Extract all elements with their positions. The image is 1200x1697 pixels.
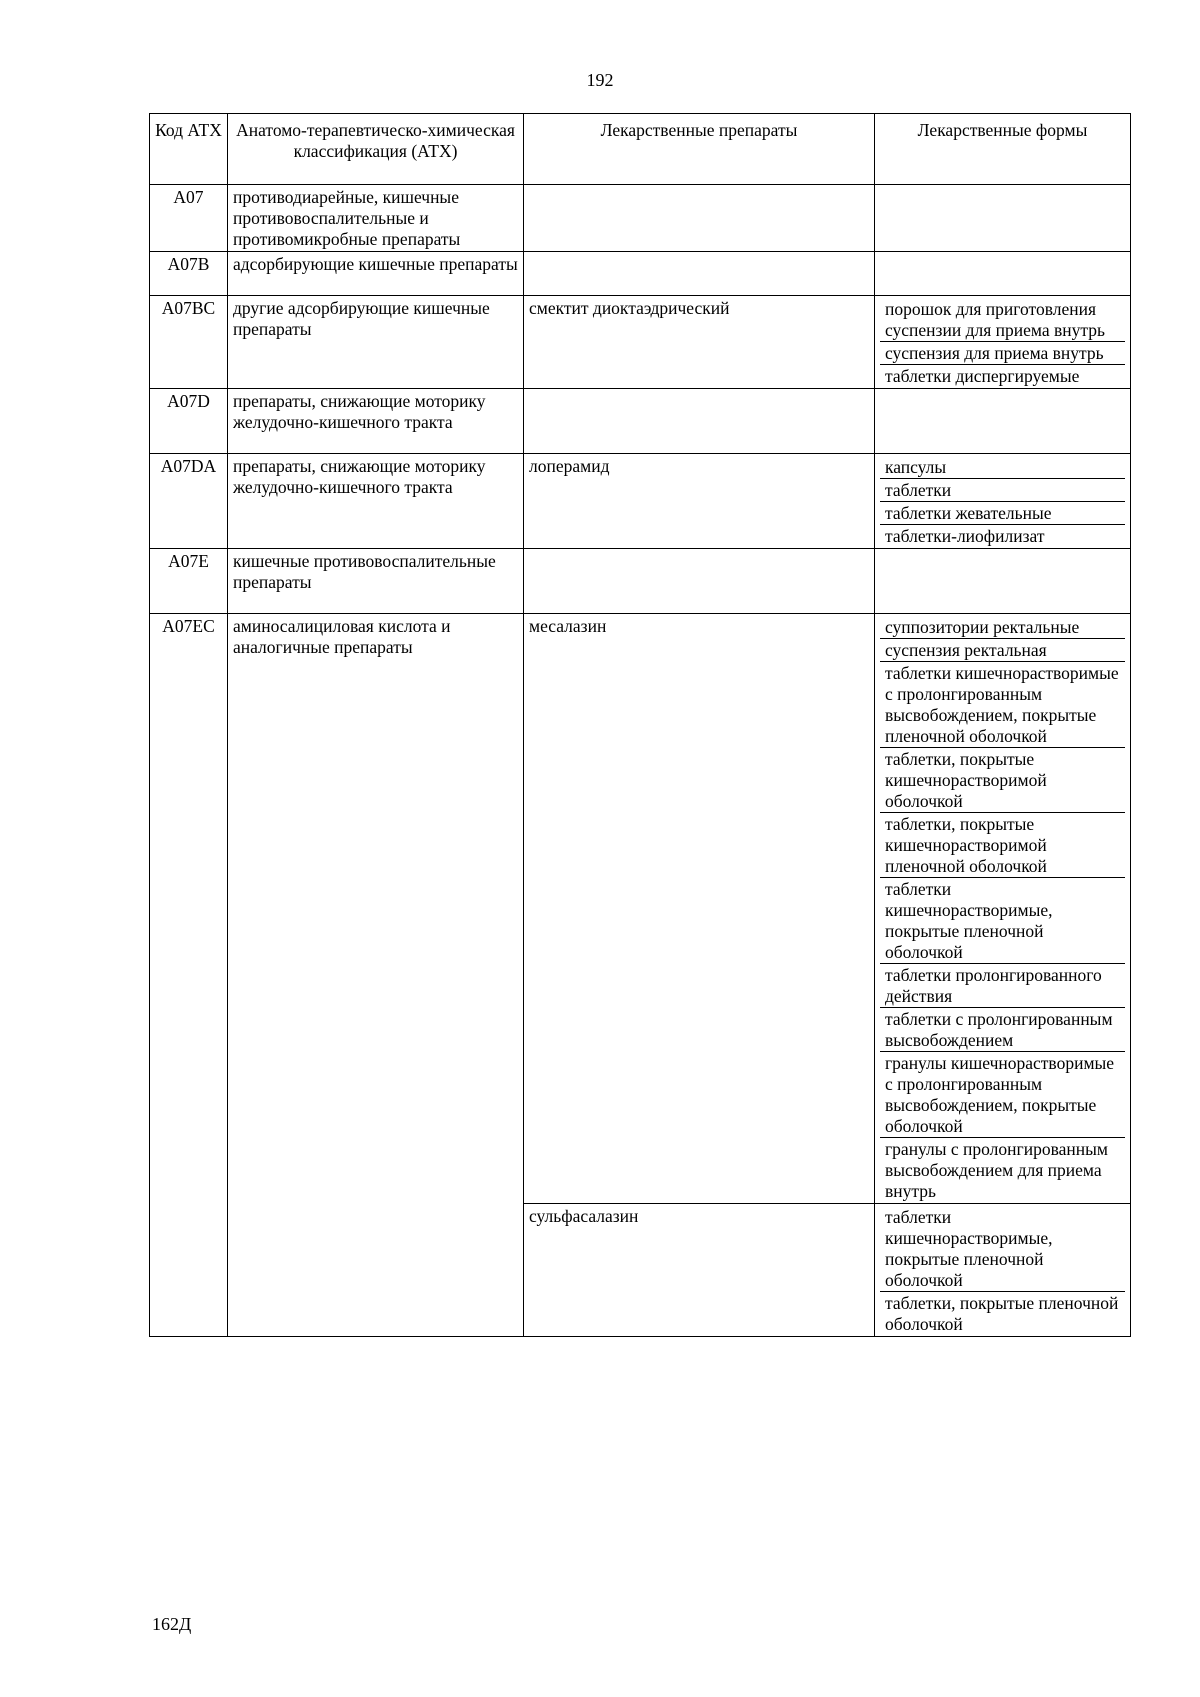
atx-classification-cell: адсорбирующие кишечные препараты <box>228 252 524 296</box>
drug-form-item: порошок для приготовления суспензии для приема внутрь <box>885 299 1105 340</box>
table-row <box>150 454 1131 549</box>
drug-form-item: таблетки, покрытые кишечнорастворимой пленочной оболочкой <box>880 812 1125 877</box>
drug-form-item: таблетки диспергируемые <box>880 364 1125 387</box>
drug-form-item: суппозитории ректальные <box>885 617 1080 637</box>
page-number: 192 <box>586 70 614 90</box>
atx-classification-cell: препараты, снижающие моторику желудочно-кишечного тракта <box>228 454 524 549</box>
atx-code-cell: A07B <box>150 252 228 296</box>
drug-name-cell: лоперамид <box>524 454 875 549</box>
atx-code-cell: A07 <box>150 185 228 252</box>
drug-form-item: таблетки <box>880 478 1125 501</box>
drug-forms-cell <box>875 454 1131 549</box>
table-body <box>150 185 1131 1337</box>
drug-form-item: гранулы кишечнорастворимые с пролонгированным высвобождением, покрытые оболочкой <box>880 1051 1125 1137</box>
drug-name-cell <box>524 185 875 252</box>
drug-name-cell: смектит диоктаэдрический <box>524 296 875 389</box>
drug-name-cell <box>524 389 875 454</box>
atx-code-cell: A07DA <box>150 454 228 549</box>
drug-form-item: таблетки, покрытые кишечнорастворимой оболочкой <box>880 747 1125 812</box>
drug-forms-cell <box>875 185 1131 252</box>
footer-code: 162Д <box>152 1614 192 1634</box>
header-classification: Анатомо-терапевтическо-химическая классификация (АТХ) <box>228 114 524 185</box>
table-row <box>150 389 1131 454</box>
drug-form-item: таблетки с пролонгированным высвобождением <box>880 1007 1125 1051</box>
drug-form-item: гранулы с пролонгированным высвобождением для приема внутрь <box>880 1137 1125 1202</box>
drug-form-item: таблетки, покрытые пленочной оболочкой <box>880 1291 1125 1335</box>
drug-forms-cell <box>875 614 1131 1204</box>
drug-form-item: таблетки кишечнорастворимые с пролонгированным высвобождением, покрытые пленочной оболочкой <box>880 661 1125 747</box>
drug-forms-cell <box>875 252 1131 296</box>
atx-classification-cell: противодиарейные, кишечные противовоспалительные и противомикробные препараты <box>228 185 524 252</box>
atx-code-cell: A07EC <box>150 614 228 1337</box>
atx-code-cell: A07BC <box>150 296 228 389</box>
drug-form-item: таблетки-лиофилизат <box>880 524 1125 547</box>
header-forms: Лекарственные формы <box>875 114 1131 185</box>
atx-code-cell: A07E <box>150 549 228 614</box>
header-drugs: Лекарственные препараты <box>524 114 875 185</box>
drug-form-item: таблетки кишечнорастворимые, покрытые пленочной оболочкой <box>885 1207 1053 1290</box>
atx-classification-cell: аминосалициловая кислота и аналогичные препараты <box>228 614 524 1337</box>
drug-forms-cell <box>875 549 1131 614</box>
drug-forms-cell <box>875 1204 1131 1337</box>
drug-form-item: суспензия ректальная <box>880 638 1125 661</box>
atx-classification-cell: кишечные противовоспалительные препараты <box>228 549 524 614</box>
drug-name-cell: месалазин <box>524 614 875 1204</box>
drug-form-item: таблетки пролонгированного действия <box>880 963 1125 1007</box>
table-row <box>150 549 1131 614</box>
drug-form-item: суспензия для приема внутрь <box>880 341 1125 364</box>
drug-forms-cell <box>875 296 1131 389</box>
drug-name-cell: сульфасалазин <box>524 1204 875 1337</box>
table-row <box>150 252 1131 296</box>
atx-code-cell: A07D <box>150 389 228 454</box>
drug-forms-cell <box>875 389 1131 454</box>
header-code: Код АТХ <box>150 114 228 185</box>
drug-name-cell <box>524 252 875 296</box>
atx-classification-cell: другие адсорбирующие кишечные препараты <box>228 296 524 389</box>
table-row <box>150 296 1131 389</box>
drug-form-item: таблетки жевательные <box>880 501 1125 524</box>
table-row <box>150 185 1131 252</box>
drug-form-item: таблетки кишечнорастворимые, покрытые пленочной оболочкой <box>880 877 1125 963</box>
atx-table <box>149 113 1131 1337</box>
drug-name-cell <box>524 549 875 614</box>
drug-form-item: капсулы <box>885 457 947 477</box>
table-row <box>150 614 1131 1204</box>
table-header-row <box>150 114 1131 185</box>
atx-classification-cell: препараты, снижающие моторику желудочно-кишечного тракта <box>228 389 524 454</box>
